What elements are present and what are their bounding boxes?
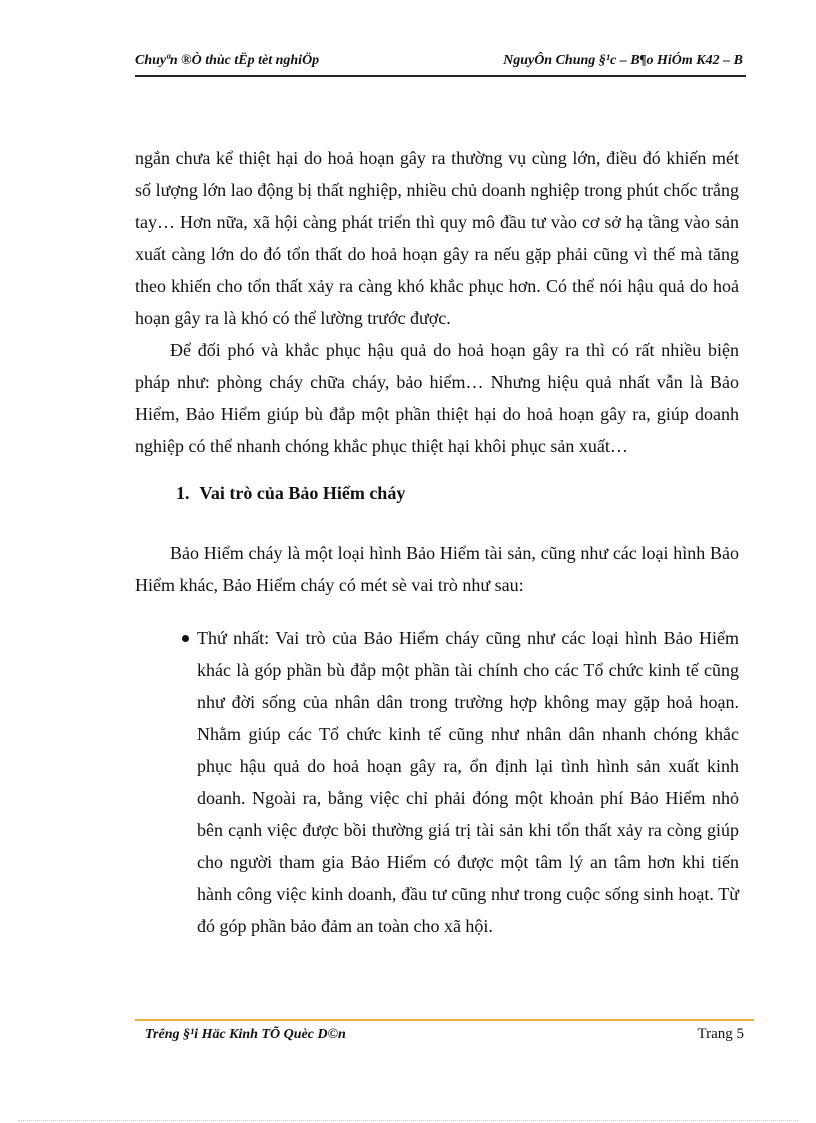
- header-title: Chuyªn ®Ò thùc tËp tèt nghiÖp: [135, 53, 320, 68]
- paragraph-1: ngắn chưa kể thiệt hại do hoả hoạn gây ra thường vụ cùng lớn, điều đó khiến mét số lượng lớn lao động bị thất nghiệp, nhiều chủ doanh nghiệp trong phút chốc trắng tay… Hơn nữa, xã hội càng phát triển thì quy mô đầu tư vào cơ sở hạ tầng vào sản xuất càng lớn do đó tổn thất do hoả hoạn gây ra nếu gặp phải cũng vì thế mà tăng theo khiến cho tổn thất xảy ra càng khó khắc phục hơn. Có thể nói hậu quả do hoả hoạn gây ra là khó có thể lường trước được.: [135, 148, 739, 328]
- page-header: [135, 53, 743, 73]
- section-number: 1.: [176, 483, 190, 503]
- bullet-item: Thứ nhất: Vai trò của Bảo Hiểm cháy cũng như các loại hình Bảo Hiểm khác là góp phần bù đắp một phần tài chính cho các Tổ chức kinh tế cũng như đời sống của nhân dân trong trường hợp không may gặp hoả hoạn. Nhằm giúp các Tổ chức kinh tế cũng như nhân dân nhanh chóng khắc phục hậu quả do hoả hoạn gây ra, ổn định lại tình hình sản xuất kinh doanh. Ngoài ra, bằng việc chỉ phải đóng một khoản phí Bảo Hiểm nhỏ bên cạnh việc được bồi thường giá trị tài sản khi tổn thất xảy ra còng giúp cho người tham gia Bảo Hiểm có được một tâm lý an tâm hơn khi tiến hành công việc kinh doanh, đầu tư cũng như trong cuộc sống sinh hoạt. Từ đó góp phần bảo đảm an toàn cho xã hội.: [197, 628, 739, 936]
- footer-university: Trêng §¹i Häc Kinh TÕ Quèc D©n: [145, 1027, 346, 1042]
- page-number: Trang 5: [697, 1026, 744, 1042]
- header-divider: [135, 75, 746, 77]
- paragraph-3: Bảo Hiểm cháy là một loại hình Bảo Hiểm tài sản, cũng như các loại hình Bảo Hiểm khác, Bảo Hiểm cháy có mét sè vai trò như sau:: [135, 543, 739, 595]
- page-edge-divider: [18, 1120, 798, 1121]
- footer-divider: [135, 1019, 754, 1021]
- section-heading: [176, 483, 405, 504]
- header-author: NguyÔn Chung §¹c – B¶o HiÓm K42 – B: [503, 53, 743, 68]
- paragraph-2: Để đối phó và khắc phục hậu quả do hoả hoạn gây ra thì có rất nhiều biện pháp như: phòng cháy chữa cháy, bảo hiểm… Nhưng hiệu quả nhất vẫn là Bảo Hiểm, Bảo Hiểm giúp bù đắp một phần thiệt hại do hoả hoạn gây ra, giúp doanh nghiệp có thể nhanh chóng khắc phục thiệt hại khôi phục sản xuất…: [135, 340, 739, 456]
- bullet-icon: [182, 635, 189, 642]
- section-title: Vai trò của Bảo Hiểm cháy: [199, 483, 406, 503]
